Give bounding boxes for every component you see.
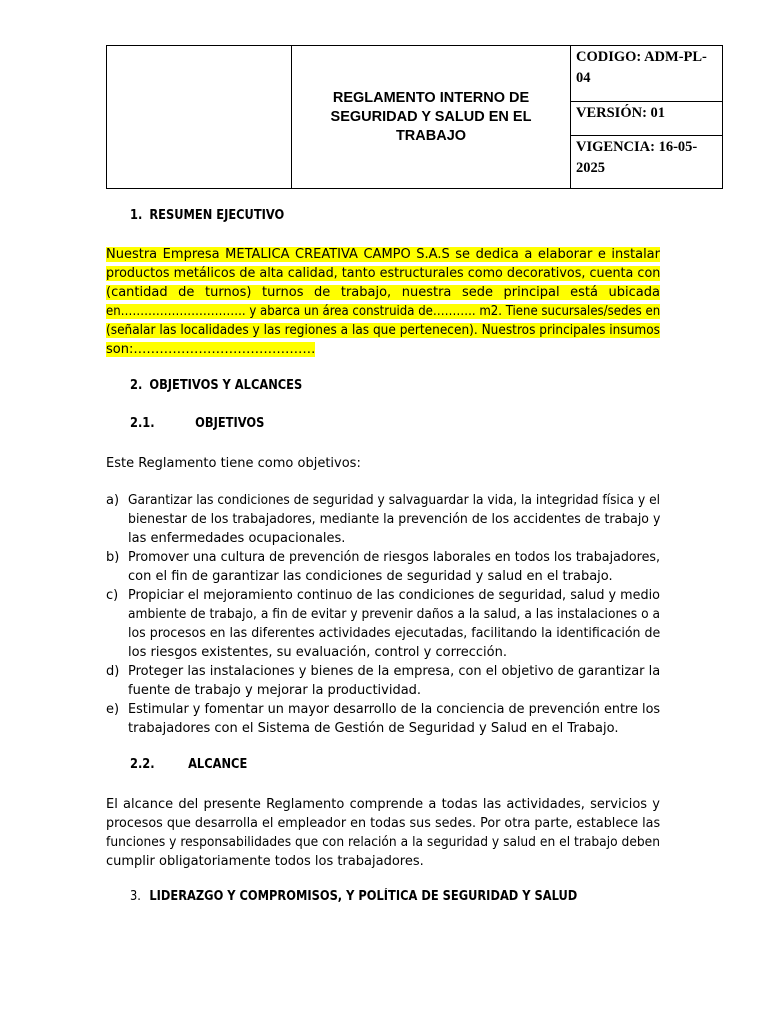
section-title: LIDERAZGO Y COMPROMISOS, Y POLÍTICA DE SEGURIDAD Y SALUD [149, 889, 578, 904]
section-number: 2. [130, 378, 143, 393]
paragraph-line: en………………………….. y abarca un área construida de……….. m2. Tiene sucursales/sedes en [106, 304, 661, 319]
meta-cell [571, 46, 722, 188]
paragraph-line: productos metálicos de alta calidad, tanto estructurales como decorativos, cuenta con [106, 266, 661, 281]
list-item: c) Propiciar el mejoramiento continuo de las condiciones de seguridad, salud y medio ambiente de trabajo, a fin de evitar y prevenir daños a la salud, a las instalaciones o a los procesos en las diferentes actividades ejecutadas, facilitando la identificación de los riesgos existentes, su evaluación, control y corrección. [106, 588, 661, 660]
title-cell [292, 46, 571, 188]
section-number: 3. [130, 889, 141, 904]
section-2-heading [130, 378, 302, 393]
list-marker: a) [106, 493, 120, 508]
header-table [106, 45, 723, 189]
section-title: OBJETIVOS Y ALCANCES [149, 378, 303, 393]
document-title: REGLAMENTO INTERNO DE SEGURIDAD Y SALUD EN EL TRABAJO [330, 89, 532, 144]
paragraph-line: Nuestra Empresa METALICA CREATIVA CAMPO S.A.S se dedica a elaborar e instalar [106, 247, 660, 262]
objetivos-intro: Este Reglamento tiene como objetivos: [106, 456, 361, 471]
list-marker: c) [106, 588, 119, 603]
section-title: RESUMEN EJECUTIVO [149, 208, 285, 223]
subsection-title: ALCANCE [188, 757, 248, 772]
section-1-heading [130, 208, 284, 223]
section-3-heading [130, 889, 577, 904]
section-number: 1. [130, 208, 143, 223]
logo-cell [107, 46, 292, 188]
alcance-paragraph: El alcance del presente Reglamento comprende a todas las actividades, servicios y procesos que desarrolla el empleador en todas sus sedes. Por otra parte, establece las funciones y responsabilidades que con relación a la seguridad y salud en el trabajo deben cumplir obligatoriamente todos los trabajadores. [106, 797, 661, 869]
list-marker: b) [106, 550, 120, 565]
subsection-number: 2.2. [130, 757, 155, 772]
paragraph-line: (cantidad de turnos) turnos de trabajo, nuestra sede principal está ubicada [106, 285, 660, 300]
subsection-2-1-heading [130, 416, 264, 431]
subsection-number: 2.1. [130, 416, 155, 431]
list-item: d) Proteger las instalaciones y bienes de la empresa, con el objetivo de garantizar la fuente de trabajo y mejorar la productividad. [106, 664, 661, 698]
paragraph-line: son:…………………………………… [106, 342, 316, 357]
subsection-title: OBJETIVOS [195, 416, 265, 431]
vigencia-field: VIGENCIA: 16-05-2025 [576, 139, 698, 176]
paragraph-line: (señalar las localidades y las regiones a las que pertenecen). Nuestros principales insumos [106, 323, 660, 338]
version-field: VERSIÓN: 01 [571, 102, 722, 136]
list-item: a) Garantizar las condiciones de seguridad y salvaguardar la vida, la integridad física y el bienestar de los trabajadores, mediante la prevención de los accidentes de trabajo y las enfermedades ocupacionales. [106, 493, 661, 546]
objetivos-list [106, 491, 660, 738]
list-marker: e) [106, 702, 120, 717]
resumen-paragraph [106, 245, 660, 359]
codigo-field: CODIGO: ADM-PL-04 [571, 46, 722, 102]
subsection-2-2-heading [130, 757, 247, 772]
list-item: b) Promover una cultura de prevención de riesgos laborales en todos los trabajadores, con el fin de garantizar las condiciones de seguridad y salud en el trabajo. [106, 550, 660, 584]
list-item: e) Estimular y fomentar un mayor desarrollo de la conciencia de prevención entre los trabajadores con el Sistema de Gestión de Seguridad y Salud en el Trabajo. [106, 702, 661, 736]
list-marker: d) [106, 664, 120, 679]
